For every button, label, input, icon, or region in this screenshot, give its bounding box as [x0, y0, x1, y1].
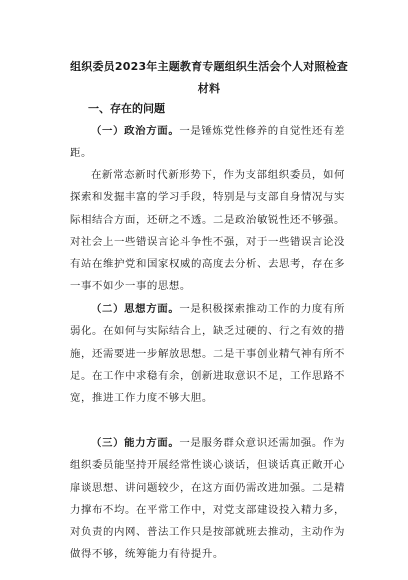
paragraph-text: 一是锤炼党性修养的自觉性还有差距。 — [70, 125, 345, 160]
paragraph-political — [70, 120, 345, 165]
document-title: 组织委员2023年主题教育专题组织生活会个人对照检查材料 — [70, 60, 348, 95]
paragraph-ideological — [70, 298, 345, 409]
paragraph-text: 在新常态新时代新形势下，作为支部组织委员，如何探索和发掘丰富的学习手段，特别是与支部自身情况与实际相结合方面，还研之不透。二是政治敏锐性还不够强。对社会上一些错误言论斗争性不强，对于一些错误言论没有站在维护党和国家权威的高度去分析、去思考，存在多一事不如少一事的思想。 — [70, 169, 345, 293]
section-heading: 一、存在的问题 — [88, 102, 165, 115]
paragraph-political-detail — [70, 164, 345, 298]
paragraph-heading: （一）政治方面。 — [91, 125, 180, 137]
paragraph-text: 一是积极探索推动工作的力度有所弱化。在如何与实际结合上，缺乏过硬的、行之有效的措施，还需要进一步解放思想。二是干事创业精气神有所不足。在工作中求稳有余，创新进取意识不足，工作思路不宽，推进工作力度不够大胆。 — [70, 303, 345, 405]
paragraph-heading: （二）思想方面。 — [91, 303, 180, 315]
paragraph-heading: （三）能力方面。 — [91, 437, 180, 449]
paragraph-capability — [70, 432, 345, 566]
paragraph-text: 一是服务群众意识还需加强。作为组织委员能坚持开展经常性谈心谈话，但谈话真正敞开心扉谈思想、讲问题较少，在这方面仍需改进加强。二是精力撑布不均。在平常工作中，对党支部建设投入精力多，对负责的内网、普法工作只是按部就班去推动，主动作为做得不够，统筹能力有待提升。 — [70, 437, 345, 561]
